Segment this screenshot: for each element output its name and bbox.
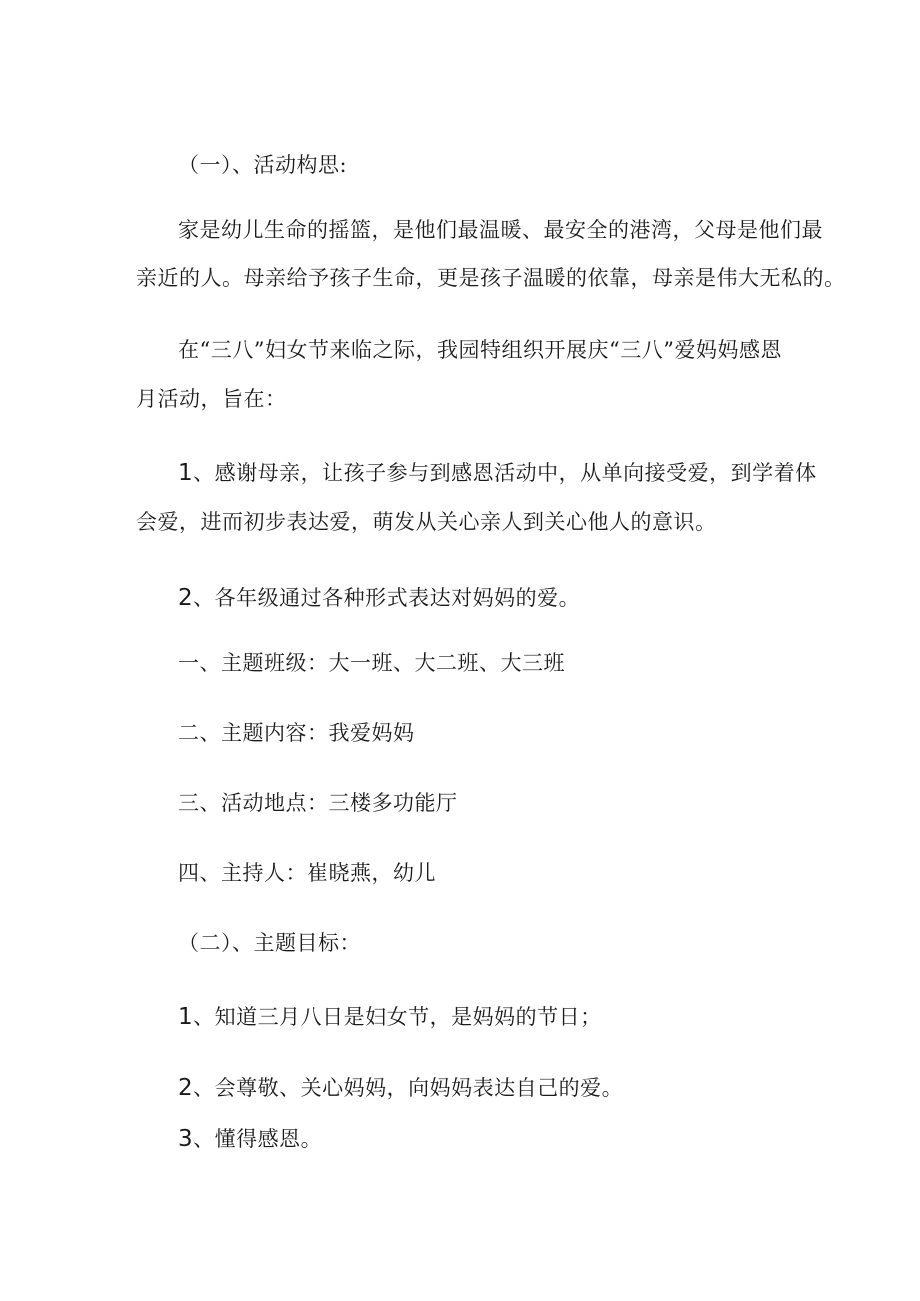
aim-text: 、各年级通过各种形式表达对妈妈的爱。 bbox=[193, 586, 581, 610]
goal-item-1 bbox=[178, 1002, 602, 1032]
paragraph-purpose-line-1: 在“三八”妇女节来临之际，我园特组织开展庆“三八”爱妈妈感恩 bbox=[178, 338, 782, 362]
detail-content: 二、主题内容：我爱妈妈 bbox=[178, 721, 415, 745]
paragraph-purpose-line-2: 月活动，旨在： bbox=[136, 387, 287, 411]
paragraph-intro-line-1: 家是幼儿生命的摇篮，是他们最温暖、最安全的港湾，父母是他们最 bbox=[178, 218, 823, 242]
detail-class: 一、主题班级：大一班、大二班、大三班 bbox=[178, 651, 565, 675]
section-heading-concept: （一）、活动构思: bbox=[178, 153, 348, 177]
aim-number: 1 bbox=[178, 460, 194, 486]
goal-text: 、懂得感恩。 bbox=[193, 1127, 323, 1151]
paragraph-intro-line-2: 亲近的人。母亲给予孩子生命，更是孩子温暖的依靠，母亲是伟大无私的。 bbox=[136, 266, 846, 290]
aim-item-1 bbox=[178, 458, 817, 488]
goal-number: 2 bbox=[178, 1075, 194, 1101]
goal-item-3 bbox=[178, 1124, 322, 1154]
aim-text: 、感谢母亲，让孩子参与到感恩活动中，从单向接受爱，到学着体 bbox=[193, 461, 817, 485]
goal-text: 、知道三月八日是妇女节，是妈妈的节日； bbox=[193, 1005, 602, 1029]
aim-number: 2 bbox=[178, 585, 194, 611]
aim-item-2 bbox=[178, 583, 580, 613]
detail-host: 四、主持人：崔晓燕，幼儿 bbox=[178, 861, 436, 885]
goal-number: 1 bbox=[178, 1004, 194, 1030]
section-heading-goals: （二）、主题目标： bbox=[178, 931, 361, 955]
goal-text: 、会尊敬、关心妈妈，向妈妈表达自己的爱。 bbox=[193, 1076, 624, 1100]
goal-number: 3 bbox=[178, 1126, 194, 1152]
detail-location: 三、活动地点：三楼多功能厅 bbox=[178, 791, 458, 815]
goal-item-2 bbox=[178, 1073, 623, 1103]
aim-item-1-line-2: 会爱，进而初步表达爱，萌发从关心亲人到关心他人的意识。 bbox=[136, 510, 717, 534]
